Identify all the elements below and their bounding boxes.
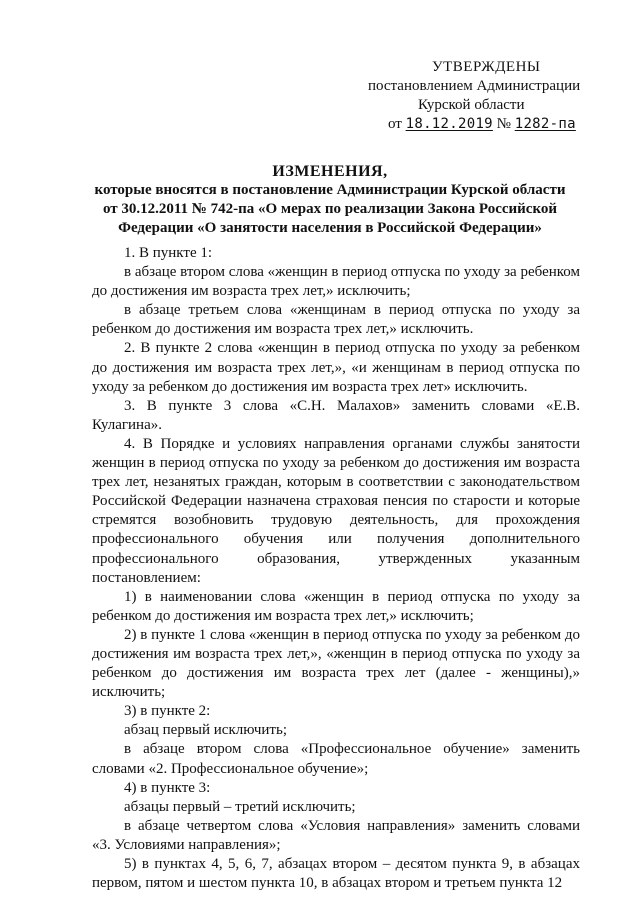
approval-line-issuer: постановлением Администрации [368, 78, 581, 94]
paragraph: в абзаце втором слова «женщин в период отпуска по уходу за ребенком до достижения им возраста трех лет,» исключить; [92, 264, 580, 300]
approval-number-value: 1282-па [514, 116, 576, 132]
paragraph: абзацы первый – третий исключить; [124, 798, 356, 815]
heading-title: ИЗМЕНЕНИЯ, [272, 163, 388, 180]
approval-title: УТВЕРЖДЕНЫ [432, 59, 541, 75]
paragraph: 2) в пункте 1 слова «женщин в период отпуска по уходу за ребенком до достижения им возраста трех лет,», «женщин в период отпуска по уходу за ребенком до достижения им возраста трех лет (далее - женщины),» исключить; [92, 626, 580, 701]
heading-line-1: которые вносятся в постановление Администрации Курской области [94, 182, 566, 198]
heading-line-2: от 30.12.2011 № 742-па «О мерах по реализации Закона Российской [102, 201, 558, 217]
paragraph: 3. В пункте 3 слова «С.Н. Малахов» заменить словами «Е.В. Кулагина». [92, 397, 580, 433]
number-prefix: № [496, 116, 511, 132]
paragraph: 1. В пункте 1: [124, 245, 213, 261]
paragraph: 3) в пункте 2: [124, 703, 211, 720]
paragraph: 4) в пункте 3: [124, 779, 211, 796]
approval-block [350, 58, 600, 134]
approval-date-value: 18.12.2019 [405, 116, 493, 132]
paragraph: в абзаце втором слова «Профессиональное обучение» заменить словами «2. Профессиональное обучение»; [92, 741, 580, 777]
document-heading [80, 162, 580, 238]
paragraph: 1) в наименовании слова «женщин в период отпуска по уходу за ребенком до достижения им возраста трех лет,» исключить; [92, 588, 580, 624]
date-prefix: от [388, 116, 402, 132]
paragraph: 4. В Порядке и условиях направления органами службы занятости женщин в период отпуска по уходу за ребенком до достижения им возраста трех лет, незанятых граждан, которым в соответствии с законодательством Российской Федерации назначена страховая пенсия по старости и которые стремятся возобновить трудовую деятельность, для прохождения профессионального обучения или получения дополнительного профессионального образования, утвержденных указанным постановлением: [92, 435, 580, 586]
approval-line-region: Курской области [418, 97, 525, 113]
paragraph: в абзаце четвертом слова «Условия направления» заменить словами «3. Условиями направления»; [92, 817, 580, 853]
heading-line-3: Федерации «О занятости населения в Российской Федерации» [118, 220, 542, 236]
paragraph: 2. В пункте 2 слова «женщин в период отпуска по уходу за ребенком до достижения им возраста трех лет,», «и женщинам в период отпуска по уходу за ребенком до достижения им возраста трех лет» исключить. [92, 340, 580, 395]
paragraph: абзац первый исключить; [124, 722, 288, 739]
document-body [92, 244, 580, 893]
approval-date-line [350, 115, 600, 134]
paragraph: в абзаце третьем слова «женщинам в период отпуска по уходу за ребенком до достижения им возраста трех лет,» исключить. [92, 302, 580, 338]
paragraph: 5) в пунктах 4, 5, 6, 7, абзацах втором – десятом пункта 9, в абзацах первом, пятом и шестом пункта 10, в абзацах втором и третьем пункта 12 [92, 856, 580, 892]
